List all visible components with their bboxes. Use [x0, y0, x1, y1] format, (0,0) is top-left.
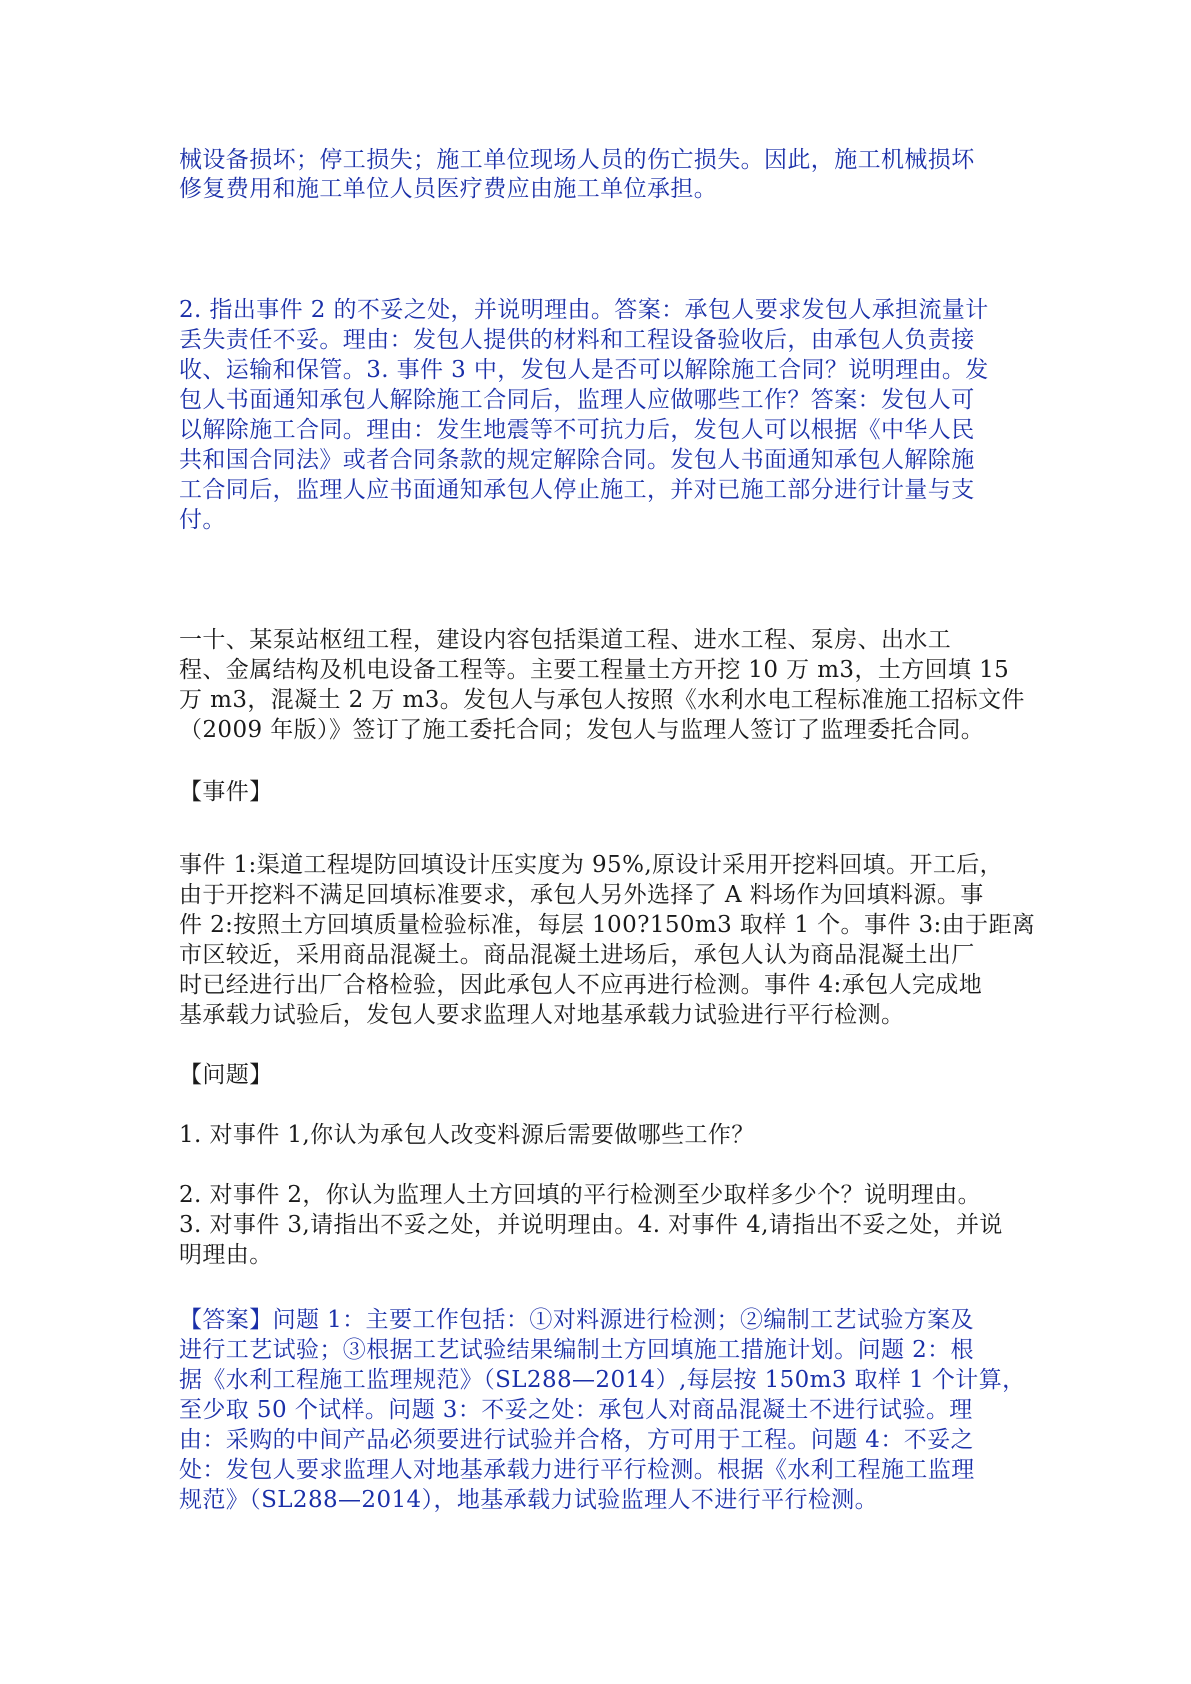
- answer-line: 械设备损坏；停工损失；施工单位现场人员的伤亡损失。因此，施工机械损坏: [179, 147, 975, 173]
- questions-heading: 【问题】: [179, 1062, 273, 1088]
- answer-line: 2. 指出事件 2 的不妥之处，并说明理由。答案：承包人要求发包人承担流量计: [179, 297, 989, 323]
- body-line: 明理由。: [179, 1242, 273, 1268]
- body-line: 基承载力试验后，发包人要求监理人对地基承载力试验进行平行检测。: [179, 1002, 905, 1028]
- answer-line: 工合同后，监理人应书面通知承包人停止施工，并对已施工部分进行计量与支: [179, 477, 975, 503]
- answer-line: 付。: [179, 507, 226, 533]
- answer-line: 处：发包人要求监理人对地基承载力进行平行检测。根据《水利工程施工监理: [179, 1457, 975, 1483]
- answer-line: 共和国合同法》或者合同条款的规定解除合同。发包人书面通知承包人解除施: [179, 447, 975, 473]
- body-line: （2009 年版）》签订了施工委托合同；发包人与监理人签订了监理委托合同。: [179, 717, 985, 743]
- body-line: 时已经进行出厂合格检验，因此承包人不应再进行检测。事件 4:承包人完成地: [179, 972, 983, 998]
- answer-line: 据《水利工程施工监理规范》（SL288—2014）,每层按 150m3 取样 1 个计算，: [179, 1367, 1026, 1393]
- body-line: 市区较近，采用商品混凝土。商品混凝土进场后，承包人认为商品混凝土出厂: [179, 942, 975, 968]
- answer-line: 收、运输和保管。3. 事件 3 中，发包人是否可以解除施工合同？说明理由。发: [179, 357, 989, 383]
- body-line: 万 m3，混凝土 2 万 m3。发包人与承包人按照《水利水电工程标准施工招标文件: [179, 687, 1025, 713]
- body-line: 件 2:按照土方回填质量检验标准，每层 100?150m3 取样 1 个。事件 3:由于距离: [179, 912, 1036, 938]
- body-line: 事件 1:渠道工程堤防回填设计压实度为 95%,原设计采用开挖料回填。开工后，: [179, 852, 1004, 878]
- answer-line: 【答案】问题 1：主要工作包括：①对料源进行检测；②编制工艺试验方案及: [179, 1307, 974, 1333]
- answer-line: 由：采购的中间产品必须要进行试验并合格，方可用于工程。问题 4：不妥之: [179, 1427, 974, 1453]
- answer-line: 规范》（SL288—2014），地基承载力试验监理人不进行平行检测。: [179, 1487, 879, 1513]
- body-line: 由于开挖料不满足回填标准要求，承包人另外选择了 A 料场作为回填料源。事: [179, 882, 984, 908]
- events-heading: 【事件】: [179, 779, 273, 805]
- answer-line: 以解除施工合同。理由：发生地震等不可抗力后，发包人可以根据《中华人民: [179, 417, 975, 443]
- answer-line: 进行工艺试验；③根据工艺试验结果编制土方回填施工措施计划。问题 2：根: [179, 1337, 974, 1363]
- body-line: 程、金属结构及机电设备工程等。主要工程量土方开挖 10 万 m3，土方回填 15: [179, 657, 1010, 683]
- answer-line: 丢失责任不妥。理由：发包人提供的材料和工程设备验收后，由承包人负责接: [179, 327, 975, 353]
- body-line: 2. 对事件 2，你认为监理人土方回填的平行检测至少取样多少个？说明理由。: [179, 1182, 981, 1208]
- answer-line: 修复费用和施工单位人员医疗费应由施工单位承担。: [179, 176, 718, 202]
- answer-line: 至少取 50 个试样。问题 3：不妥之处：承包人对商品混凝土不进行试验。理: [179, 1397, 973, 1423]
- body-line: 3. 对事件 3,请指出不妥之处，并说明理由。4. 对事件 4,请指出不妥之处，并说: [179, 1212, 1003, 1238]
- body-line: 一十、某泵站枢纽工程，建设内容包括渠道工程、进水工程、泵房、出水工: [179, 627, 952, 653]
- question-1: 1. 对事件 1,你认为承包人改变料源后需要做哪些工作？: [179, 1122, 755, 1148]
- answer-line: 包人书面通知承包人解除施工合同后，监理人应做哪些工作？答案：发包人可: [179, 387, 975, 413]
